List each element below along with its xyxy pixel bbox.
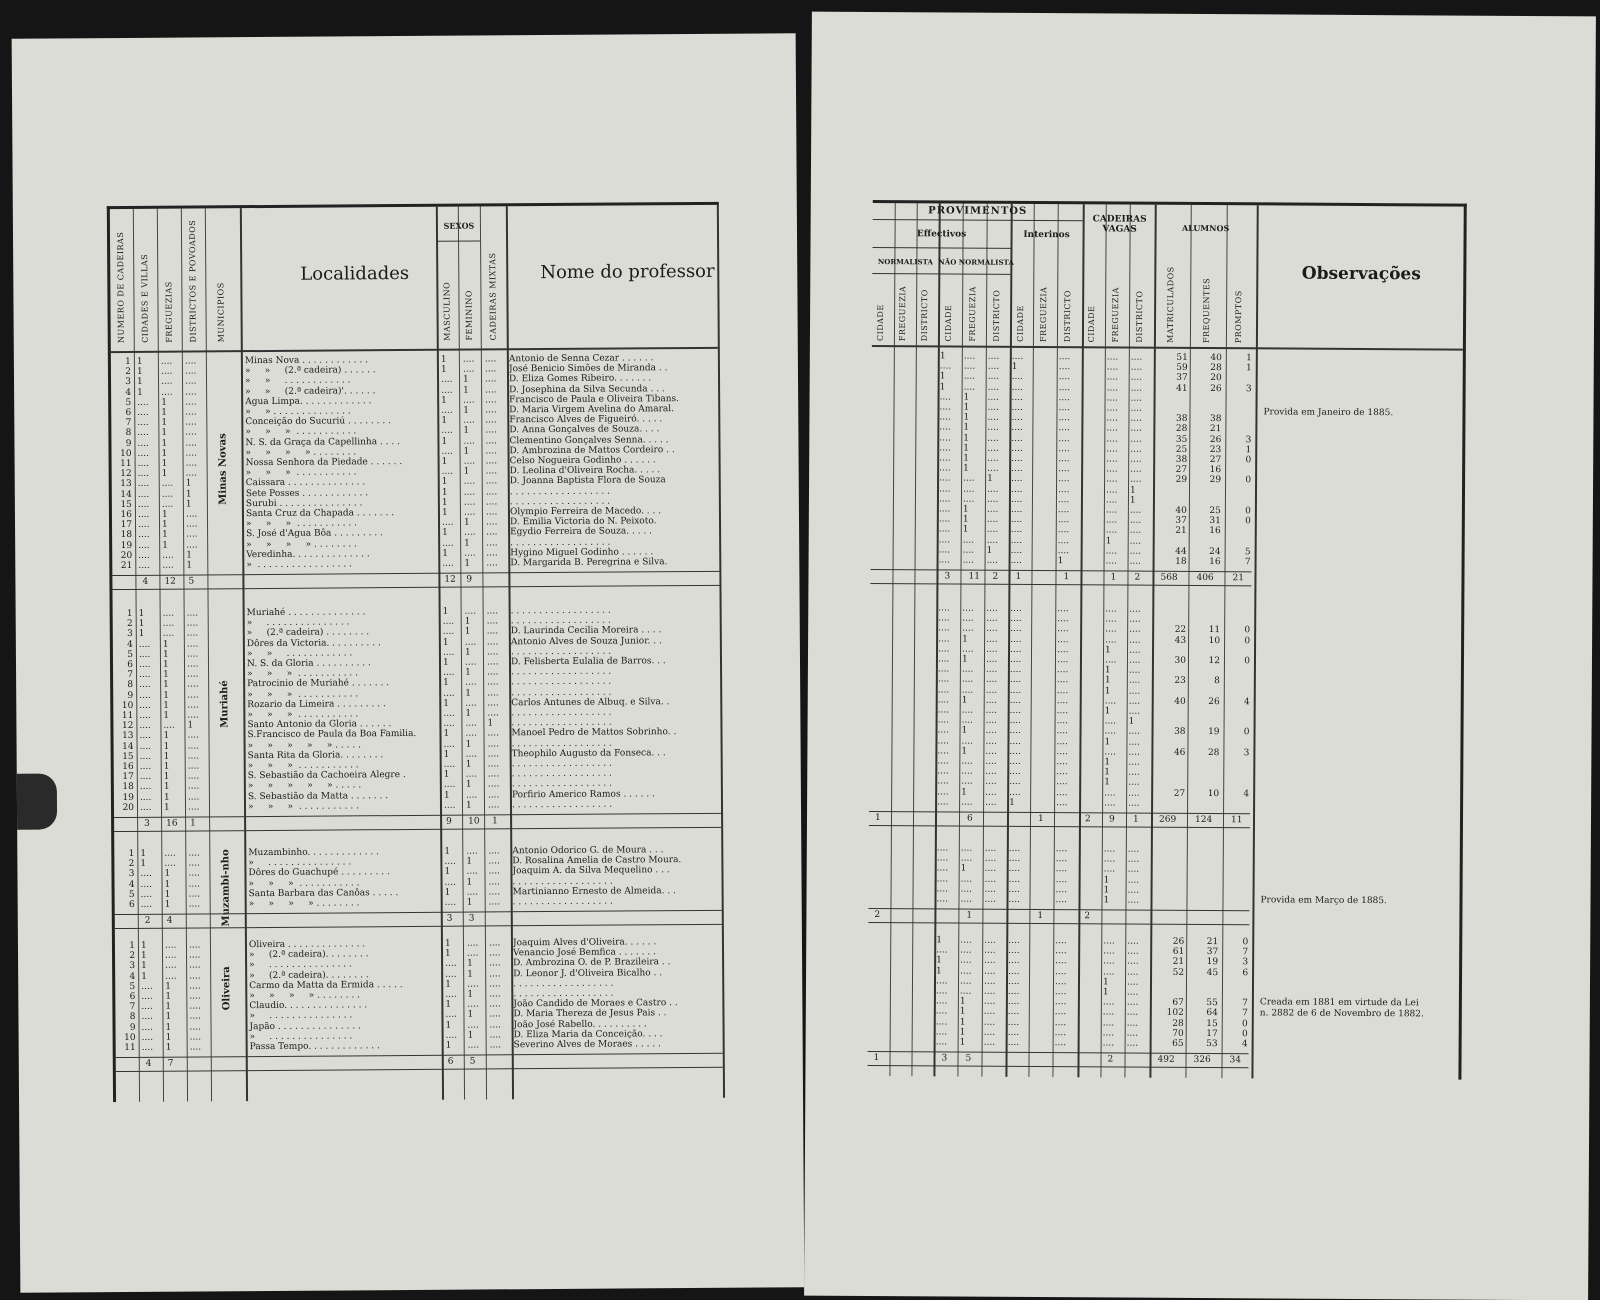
- right-nn_districto-col: .... .... .... .... .... .... .... .... .... .... .... .... 1 .... .... .... .... .... .... 1 ....: [986, 351, 1000, 566]
- right-total: 9: [1108, 814, 1115, 825]
- right-total: 3: [941, 1053, 948, 1064]
- right-total: 406: [1196, 573, 1214, 584]
- municipio-label: Muriahé: [219, 680, 231, 728]
- header-freguezias: FREGUEZIAS: [164, 281, 174, 343]
- left-total-feminino: 9: [466, 574, 473, 585]
- right-total: 3: [944, 571, 951, 582]
- header-feminino: FEMININO: [464, 290, 474, 341]
- header-cidade: CIDADE: [943, 304, 954, 342]
- right-total: 326: [1193, 1055, 1211, 1066]
- left-cidades-col: 1 1 1 1 .... .... .... .... .... .... .... .... .... .... .... .... .... .... .... .... ....: [136, 356, 150, 571]
- right-total: 124: [1194, 814, 1213, 826]
- municipio-label: Muzambi-nho: [220, 848, 232, 927]
- header-effectivos: Effectivos: [916, 229, 967, 240]
- right-total: 5: [965, 1053, 972, 1064]
- right-nn_freguezia-col: .... .... .... 1 .... 1 .... .... .... 1 .... .... 1 .... 1 .... .... .... 1 ....: [961, 603, 974, 808]
- left-table: [107, 202, 725, 1102]
- header-normalista: NORMALISTA: [877, 257, 933, 267]
- header-interinos: Interinos: [1023, 229, 1070, 241]
- right-va_freguezia-col: .... .... .... .... 1 1 .... .... .... .... ....: [1102, 936, 1115, 1049]
- right-page: [804, 12, 1596, 1300]
- right-va_districto-col: .... .... .... .... .... ....: [1127, 844, 1140, 906]
- right-total: 568: [1160, 572, 1178, 584]
- header-frequentes: FREQUENTES: [1201, 277, 1212, 344]
- right-nn_cidade-col: .... .... .... .... .... ....: [936, 843, 949, 905]
- right-total: 492: [1157, 1054, 1175, 1066]
- left-total-freguezias: 12: [164, 576, 176, 587]
- right-total: 1: [1037, 814, 1044, 825]
- header-freguezia: FREGUEZIA: [1038, 286, 1049, 343]
- left-numbers-col: 1 2 3 4 5 6 7 8 9 10 11: [124, 940, 136, 1054]
- right-va_districto-col: .... .... .... .... .... .... .... .... .... .... .... 1 .... .... .... .... .... .... .... ....: [1128, 604, 1141, 809]
- left-mixtas-col: .... .... .... .... .... .... .... .... .... .... ....: [488, 938, 502, 1051]
- left-freguezias-col: .... .... .... 1 1 1 1 1 1 1 1 .... 1 1 1 1 1 1 1 1: [162, 608, 175, 813]
- left-professores-col: Joaquim Alves d'Oliveira. . . . . . Venancio José Bemfica . . . . . . . D. Ambrozina O. de P. Brazileira . . D. Leonor J. d'Oliveira Bicalho . . . . . . . . . . . . . . . . . . . . . . . . . . . . . . . . . . . . . . João Candido de Moraes e Castro . . D. Maria Thereza de Jesus Pais . . João José Rabello. . . . . . . . . . D. Eliza Maria da Conceição. . . . Severino Alves de Moraes . . . . .: [512, 937, 678, 1051]
- header-cidade: CIDADE: [1086, 305, 1097, 343]
- right-total: 21: [1232, 573, 1244, 584]
- right-total: 1: [874, 813, 881, 824]
- right-in_cidade-col: .... 1 .... .... .... .... .... .... .... .... .... .... .... .... .... .... .... .... .... .... ....: [1010, 351, 1024, 566]
- left-localidades-col: Minas Nova . . . . . . . . . . . . » » (2.ª cadeira) . . . . . . » » . . . . . . . . . . . . » » (2.ª cadeira)'. . . . . . Agua Limpa. . . . . . . . . . . . . » » . . . . . . . . . . . . . . Conceição do Sucuriú . . . . . . . . » » » . . . . . . . . . . . N. S. da Graça da Capellinha . . . . » » » » . . . . . . . . Nossa Senhora da Piedade . . . . . . » » » . . . . . . . . . . . Caissara . . . . . . . . . . . . . . Sete Posses . . . . . . . . . . . . Surubi . . . . . . . . . . . . . . . Santa Cruz da Chapada . . . . . . . » » » . . . . . . . . . . . S. José d'Agua Bôa . . . . . . . . . » » » » . . . . . . . . Veredinha. . . . . . . . . . . . . . » . . . . . . . . . . . . . . . . .: [244, 355, 403, 571]
- header-alumnos: ALUMNOS: [1181, 222, 1230, 234]
- left-feminino-col: .... 1 1 .... 1 .... 1 .... 1 .... 1 .... .... 1 .... 1 .... 1 .... 1: [464, 606, 478, 811]
- observacao-obs3: Creada em 1881 em virtude da Lei n. 2882 de 6 de Novembro de 1882.: [1259, 997, 1424, 1020]
- right-matriculados-col: [1155, 845, 1185, 896]
- right-nn_freguezia-col: .... .... .... .... 1 1 1 1 1 1 1 1 .... .... .... 1 1 1 .... .... ....: [962, 351, 976, 566]
- right-va_freguezia-col: .... .... .... .... .... .... .... .... .... .... .... .... .... .... .... .... .... .... 1 .... ....: [1105, 352, 1119, 567]
- left-total-masculino: 9: [446, 816, 452, 827]
- observacao-obs2: Provida em Março de 1885.: [1260, 895, 1387, 907]
- left-cidades-col: 1 1 1 .... .... .... .... .... .... .... .... .... .... .... .... .... .... .... .... ....: [138, 608, 152, 813]
- right-total: 2: [1084, 814, 1091, 825]
- right-nn_freguezia-col: .... .... .... .... .... .... 1 1 1 1 1: [959, 935, 972, 1048]
- right-frequentes-col: [1189, 845, 1219, 896]
- left-total-cidades: 4: [142, 576, 149, 588]
- left-localidades-col: Muzambinho. . . . . . . . . . . . . » . . . . . . . . . . . . . . . Dôres do Guachupé . . . . . . . . . » » » . . . . . . . . . . . Santa Barbara das Canôas . . . . . » » » » . . . . . . . .: [248, 847, 399, 910]
- right-in_districto-col: .... .... .... .... .... ....: [1055, 844, 1068, 906]
- right-matriculados-col: 26 61 21 52 67 102 28 70 65: [1166, 936, 1185, 1049]
- left-total-masculino: 6: [447, 1056, 454, 1067]
- right-va_freguezia-col: .... .... .... 1 1 1: [1103, 844, 1116, 906]
- right-total: 1: [1063, 572, 1070, 583]
- binder-clip: [17, 773, 57, 829]
- right-in_cidade-col: .... .... .... .... .... .... .... .... .... .... .... .... .... .... .... .... .... .... .... 1: [1009, 603, 1022, 808]
- left-total-cidades: 3: [144, 818, 150, 829]
- left-numbers-col: 1 2 3 4 5 6 7 8 9 10 11 12 13 14 15 16 17 18 19 20: [121, 608, 135, 813]
- left-total-cidades: 2: [144, 915, 151, 927]
- header-nao-normalista: NÃO NORMALISTA: [938, 257, 1014, 267]
- right-nn_cidade-col: 1 .... 1 1 .... .... .... .... .... .... .... .... .... .... .... .... .... .... .... .... ....: [938, 351, 952, 566]
- left-masculino-col: 1 1 .... .... 1 .... 1 .... 1 .... 1 .... 1 1 1 1 .... 1 .... 1 ....: [440, 354, 454, 569]
- right-va_districto-col: .... .... .... .... .... .... .... .... .... .... ....: [1126, 936, 1139, 1049]
- header-numero: NUMERO DE CADEIRAS: [115, 231, 126, 344]
- header-freguezia: FREGUEZIA: [1110, 287, 1121, 343]
- left-districtos-col: .... .... .... .... .... .... .... .... .... .... .... 1 .... .... .... .... .... .... .... ....: [186, 608, 200, 813]
- left-freguezias-col: .... .... .... .... 1 1 1 1 1 1 1 1 .... .... .... 1 1 1 1 .... ....: [160, 356, 174, 571]
- left-cidades-col: 1 1 1 1 .... .... .... .... .... .... ....: [140, 940, 154, 1053]
- right-total: 269: [1158, 814, 1177, 825]
- left-cidades-col: 1 1 .... .... .... ....: [140, 848, 153, 910]
- header-localidades: Localidades: [300, 262, 410, 285]
- right-frequentes-col: 21 37 19 45 55 64 15 17 53: [1206, 937, 1219, 1050]
- header-sexos: SEXOS: [443, 220, 475, 231]
- header-districto: DISTRICTO: [991, 289, 1002, 342]
- header-cadeiras-vagas: CADEIRAS VAGAS: [1092, 214, 1147, 235]
- right-total: 2: [992, 571, 999, 582]
- left-feminino-col: .... 1 .... 1 .... 1: [466, 846, 479, 908]
- left-mixtas-col: .... .... .... .... .... .... .... .... .... .... .... .... .... .... .... .... .... .... .... .... ....: [484, 354, 498, 569]
- municipio-label: Minas Novas: [217, 433, 229, 505]
- header-municipios: MUNICIPIOS: [216, 282, 226, 343]
- right-in_districto-col: .... .... .... .... .... .... .... .... .... .... .... .... .... .... .... .... .... .... .... ....: [1056, 604, 1069, 809]
- right-promptos-col: [1225, 845, 1249, 896]
- left-total-feminino: 3: [468, 913, 475, 924]
- right-frequentes-col: 11 10 12 8 26 19 28 10: [1207, 605, 1221, 799]
- right-table: [867, 200, 1466, 1080]
- left-districtos-col: .... .... .... .... .... .... .... .... .... .... .... .... 1 1 1 .... .... .... .... 1 1: [184, 356, 198, 571]
- right-va_districto-col: .... .... .... .... .... .... .... .... .... .... .... .... .... 1 1 .... .... .... .... .... ....: [1129, 352, 1143, 567]
- left-localidades-col: Muriahé . . . . . . . . . . . . . . » . . . . . . . . . . . . . . . » (2.ª cadeira) . . . . . . . . Dôres da Victoria. . . . . . . . . . » » . . . . . . . . . . . . N. S. da Gloria . . . . . . . . . . » » » . . . . . . . . . . . Patrocinio de Muriahé . . . . . . . » » » . . . . . . . . . . . Rozario da Limeira . . . . . . . . . » » » . . . . . . . . . . . Santo Antonio da Gloria . . . . . . S.Francisco de Paula da Boa Familia. » » » » » . . . . . Santa Rita da Gloria. . . . . . . . » » » . . . . . . . . . . . S. Sebastião da Cachoeira Alegre . » » » » » . . . . . S. Sebastião da Matta . . . . . . . » » » . . . . . . . . . . .: [246, 607, 417, 812]
- header-cidade: CIDADE: [1015, 305, 1026, 342]
- right-nn_districto-col: .... .... .... .... .... .... .... .... .... .... ....: [983, 935, 996, 1048]
- left-masculino-col: 1 1 .... .... 1 .... 1 .... 1 .... 1: [444, 938, 458, 1051]
- right-total: 1: [1132, 814, 1139, 825]
- header-districto: DISTRICTO: [919, 289, 930, 342]
- header-districto: DISTRICTO: [1134, 290, 1145, 343]
- header-observacoes: Observações: [1301, 263, 1421, 285]
- right-in_cidade-col: .... .... .... .... .... .... .... .... .... .... ....: [1007, 935, 1020, 1048]
- right-in_cidade-col: .... .... .... .... .... ....: [1008, 843, 1021, 905]
- right-total: 2: [1107, 1054, 1114, 1065]
- left-numbers-col: 1 2 3 4 5 6: [128, 848, 135, 910]
- left-freguezias-col: .... .... 1 1 1 1: [164, 848, 176, 910]
- left-page: [12, 33, 805, 1292]
- right-frequentes-col: 40 28 20 26 38 21 26 23 27 16 29 25 31 16 24 16: [1209, 353, 1222, 568]
- right-total: 11: [1230, 815, 1243, 826]
- header-freguezia: FREGUEZIA: [897, 285, 908, 342]
- left-total-feminino: 5: [469, 1056, 476, 1067]
- right-nn_cidade-col: .... .... .... .... .... .... .... .... .... .... .... .... .... .... .... .... .... .... .... ....: [937, 603, 950, 808]
- header-mixtas: CADEIRAS MIXTAS: [488, 252, 498, 341]
- header-matriculados: MATRICULADOS: [1165, 266, 1176, 343]
- right-total: 1: [1015, 572, 1022, 583]
- right-in_districto-col: .... .... .... .... .... .... .... .... .... .... ....: [1054, 936, 1067, 1049]
- right-promptos-col: 0 7 3 6 7 7 0 0 4: [1241, 937, 1249, 1050]
- left-districtos-col: .... .... .... .... .... ....: [188, 848, 201, 910]
- right-matriculados-col: 51 59 37 41 38 28 35 25 38 27 29 40 37 21 44 18: [1175, 352, 1188, 567]
- left-total-freguezias: 4: [166, 915, 173, 926]
- header-cidades: CIDADES E VILLAS: [140, 253, 150, 343]
- right-nn_freguezia-col: .... .... 1 .... .... ....: [960, 843, 973, 905]
- left-total-cidades: 4: [145, 1058, 152, 1070]
- municipio-label: Oliveira: [221, 966, 233, 1011]
- left-masculino-col: 1 .... 1 .... 1 ....: [444, 846, 457, 908]
- right-total: 1: [966, 910, 973, 921]
- left-mixtas-col: .... .... .... .... .... ....: [488, 846, 501, 908]
- left-masculino-col: 1 .... .... 1 .... 1 .... 1 .... 1 .... .... 1 .... 1 .... 1 .... 1 ....: [442, 606, 456, 811]
- left-professores-col: Antonio de Senna Cezar . . . . . . José Benicio Simões de Miranda . . D. Eliza Gomes Ribeiro. . . . . . . D. Josephina da Silva Secunda . . . Francisco de Paula e Oliveira Tibans. D. Maria Virgem Avelina do Amaral. Francisco Alves de Figueiró. . . . . D. Anna Gonçalves de Souza. . . . Clementino Gonçalves Senna. . . . . D. Ambrozina de Mattos Cordeiro . . Celso Nogueira Godinho . . . . . . D. Leolina d'Oliveira Rocha. . . . . D. Joanna Baptista Flora de Souza . . . . . . . . . . . . . . . . . . . . . . . . . . . . . . . . . . . . Olympio Ferreira de Macedo. . . . D. Emilia Victoria do N. Peixoto. Egydio Ferreira de Souza. . . . . . . . . . . . . . . . . . . . . . . Hygino Miguel Godinho . . . . . . D. Margarida B. Peregrina e Silva.: [508, 353, 680, 569]
- right-nn_districto-col: .... .... .... .... .... .... .... .... .... .... .... .... .... .... .... .... .... .... .... ....: [985, 603, 998, 808]
- right-promptos-col: 1 1 3 3 1 0 0 0 0 5 7: [1244, 353, 1252, 568]
- left-total-districtos: 5: [188, 576, 195, 587]
- right-nn_districto-col: .... .... .... .... .... ....: [984, 843, 997, 905]
- right-total: 2: [1134, 572, 1141, 583]
- right-total: 34: [1229, 1055, 1242, 1066]
- left-total-districtos: 1: [190, 818, 196, 829]
- header-promptos: PROMPTOS: [1233, 290, 1244, 344]
- header-professor: Nome do professor: [540, 260, 715, 284]
- right-total: 1: [873, 1053, 880, 1064]
- left-total-mixtas: 1: [492, 816, 498, 827]
- left-professores-col: Antonio Odorico G. de Moura . . . D. Rosalina Amelia de Castro Moura. Joaquim A. da Silva Mequelino . . . . . . . . . . . . . . . . . . . . . Martinianno Ernesto de Almeida. . . . . . . . . . . . . . . . . . . . .: [512, 845, 682, 908]
- left-numbers-col: 1 2 3 4 5 6 7 8 9 10 11 12 13 14 15 16 17 18 19 20 21: [120, 356, 133, 572]
- header-masculino: MASCULINO: [442, 281, 452, 341]
- left-feminino-col: .... .... 1 1 .... 1 .... 1 .... 1 ....: [466, 938, 480, 1051]
- left-mixtas-col: .... .... .... .... .... .... .... .... .... .... .... 1 .... .... .... .... .... .... .... ....: [486, 606, 500, 811]
- left-feminino-col: .... .... 1 1 .... 1 .... 1 .... 1 .... 1 .... .... .... .... 1 .... 1 .... 1: [462, 354, 476, 569]
- right-matriculados-col: 22 43 30 23 40 38 46 27: [1173, 604, 1187, 799]
- header-cidade: CIDADE: [875, 304, 886, 342]
- left-total-feminino: 10: [468, 816, 480, 827]
- left-districtos-col: .... .... .... .... .... .... .... .... .... .... ....: [188, 940, 202, 1053]
- right-total: 11: [968, 571, 980, 582]
- right-total: 1: [1037, 911, 1044, 922]
- header-freguezia: FREGUEZIA: [967, 286, 978, 342]
- right-total: 2: [874, 910, 881, 921]
- header-provimentos: PROVIMENTOS: [928, 205, 1028, 217]
- right-va_freguezia-col: .... .... .... .... 1 .... 1 1 1 .... 1 .... .... 1 .... 1 1 1 .... ....: [1104, 604, 1117, 809]
- left-total-masculino: 12: [444, 574, 456, 585]
- left-total-freguezias: 16: [166, 818, 178, 829]
- right-in_districto-col: .... .... .... .... .... .... .... .... .... .... .... .... .... .... .... .... .... .... .... .... 1: [1057, 352, 1071, 567]
- right-total: 2: [1084, 911, 1091, 922]
- right-total: 1: [1110, 572, 1117, 583]
- observacao-obs1: Provida em Janeiro de 1885.: [1263, 407, 1394, 419]
- left-total-freguezias: 7: [167, 1058, 174, 1069]
- right-promptos-col: 0 0 0 4 0 3 4: [1243, 605, 1251, 799]
- header-districto: DISTRICTO: [1062, 290, 1073, 343]
- right-total: 6: [966, 813, 973, 824]
- left-freguezias-col: .... .... .... .... 1 1 1 1 1 1 1: [164, 940, 177, 1053]
- header-districtos: DISTRICTOS E POVOADOS: [187, 219, 198, 343]
- right-nn_cidade-col: 1 .... 1 1 .... .... .... .... .... .... ....: [935, 935, 948, 1048]
- left-total-masculino: 3: [446, 913, 453, 924]
- left-professores-col: . . . . . . . . . . . . . . . . . . . . . . . . . . . . . . . . . . . . D. Laurinda Cecilia Moreira . . . . Antonio Alves de Souza Junior. . . . . . . . . . . . . . . . . . . . . D. Felisberta Eulalia de Barros. . . . . . . . . . . . . . . . . . . . . . . . . . . . . . . . . . . . . . . . . . . . . . . . . . . . . . . . . Carlos Antunes de Albuq. e Silva. . . . . . . . . . . . . . . . . . . . . . . . . . . . . . . . . . . . . . Manoel Pedro de Mattos Sobrinho. . . . . . . . . . . . . . . . . . . . Theophilo Augusto da Fonseca. . . . . . . . . . . . . . . . . . . . . . . . . . . . . . . . . . . . . . . . . . . . . . . . . . . . . . . . . Porfirio Americo Ramos . . . . . . . . . . . . . . . . . . . . . . . .: [510, 605, 677, 811]
- left-localidades-col: Oliveira . . . . . . . . . . . . . . » (2.ª cadeira). . . . . . . . » . . . . . . . . . . . . . . . » (2.ª cadeira). . . . . . . . Carmo da Matta da Ermida . . . . . » » » » . . . . . . . . Claudio. . . . . . . . . . . . . . . » . . . . . . . . . . . . . . . Japão . . . . . . . . . . . . . . . » . . . . . . . . . . . . . . . Passa Tempo. . . . . . . . . . . . .: [248, 939, 403, 1053]
